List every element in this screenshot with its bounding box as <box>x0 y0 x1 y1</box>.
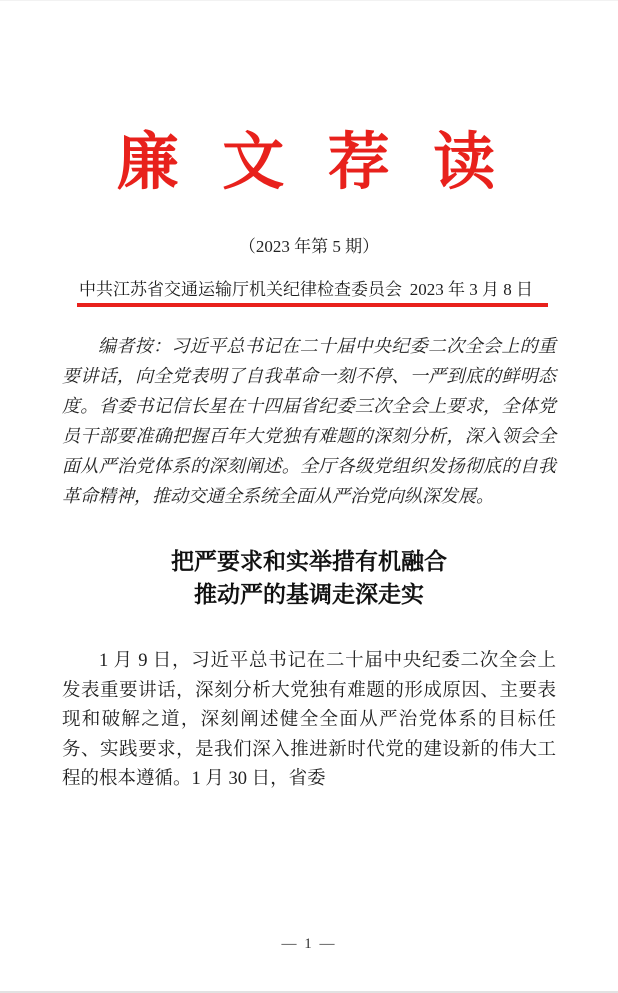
publisher-name: 中共江苏省交通运输厅机关纪律检查委员会 <box>79 280 402 299</box>
page-number: — 1 — <box>281 936 337 952</box>
publisher-date-row <box>79 279 541 301</box>
article-body-paragraph: 1 月 9 日，习近平总书记在二十届中央纪委二次全会上发表重要讲话，深刻分析大党独有难题的形成原因、主要表现和破解之道，深刻阐述健全全面从严治党体系的目标任务、实践要求，是我们深入推进新时代党的建设新的伟大工程的根本遵循。1 月 30 日，省委 <box>62 651 556 789</box>
article-title-line1: 把严要求和实举措有机融合 <box>171 549 447 574</box>
article-title <box>62 545 556 611</box>
publish-date: 2023 年 3 月 8 日 <box>409 280 533 299</box>
masthead-title: 廉 文 荐 读 <box>116 129 502 197</box>
red-divider-rule <box>77 303 548 307</box>
issue-number: （2023 年第 5 期） <box>238 237 380 256</box>
article-title-line2: 推动严的基调走深走实 <box>194 582 424 607</box>
editor-note-paragraph: 编者按：习近平总书记在二十届中央纪委二次全会上的重要讲话，向全党表明了自我革命一刻不停、一严到底的鲜明态度。省委书记信长星在十四届省纪委三次全会上要求，全体党员干部要准确把握百年大党独有难题的深刻分析，深入领会全面从严治党体系的深刻阐述。全厅各级党组织发扬彻底的自我革命精神，推动交通全系统全面从严治党向纵深发展。 <box>62 336 556 506</box>
document-page <box>0 123 618 993</box>
